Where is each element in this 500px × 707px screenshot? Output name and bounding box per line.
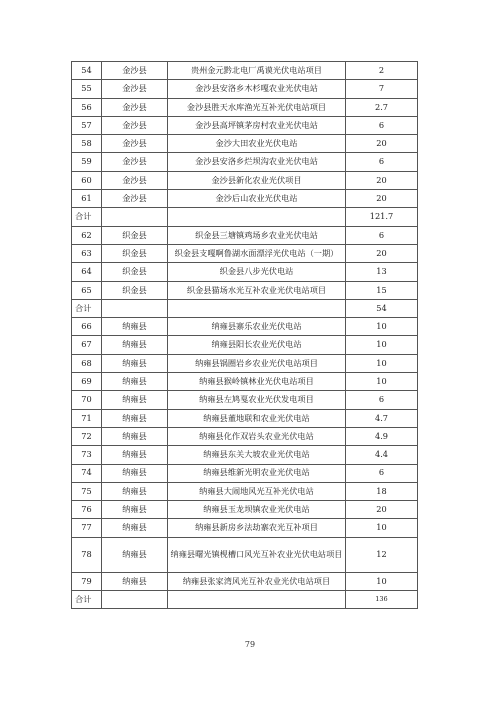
capacity-cell: 121.7 (346, 208, 418, 226)
county-cell: 纳雍县 (102, 572, 168, 590)
capacity-cell: 2.7 (346, 98, 418, 116)
row-number-cell: 71 (72, 409, 102, 427)
row-number-cell: 73 (72, 446, 102, 464)
project-name-cell: 织金县支嘎啊鲁湖水面漂浮光伏电站（一期） (168, 244, 346, 262)
capacity-cell: 10 (346, 354, 418, 372)
project-name-cell: 织金县猫场水光互补农业光伏电站项目 (168, 281, 346, 299)
project-name-cell: 金沙县安洛乡木杉嘎农业光伏电站 (168, 80, 346, 98)
project-name-cell: 金沙县新化农业光伏项目 (168, 171, 346, 189)
row-number-cell: 65 (72, 281, 102, 299)
capacity-cell: 2 (346, 62, 418, 80)
capacity-cell: 6 (346, 153, 418, 171)
row-number-cell: 72 (72, 427, 102, 445)
county-cell: 金沙县 (102, 190, 168, 208)
county-cell: 纳雍县 (102, 391, 168, 409)
subtotal-row (72, 208, 418, 226)
row-number-cell: 70 (72, 391, 102, 409)
project-name-cell: 纳雍县猴岭镇林业光伏电站项目 (168, 373, 346, 391)
capacity-cell: 7 (346, 80, 418, 98)
table-row (72, 153, 418, 171)
capacity-cell: 4.7 (346, 409, 418, 427)
table-row (72, 537, 418, 572)
capacity-cell: 6 (346, 391, 418, 409)
capacity-cell: 10 (346, 373, 418, 391)
table-row (72, 98, 418, 116)
row-number-cell: 76 (72, 501, 102, 519)
county-cell: 纳雍县 (102, 373, 168, 391)
table-row (72, 80, 418, 98)
county-cell: 纳雍县 (102, 427, 168, 445)
table-row (72, 354, 418, 372)
capacity-cell: 20 (346, 135, 418, 153)
county-cell: 金沙县 (102, 98, 168, 116)
table-row (72, 281, 418, 299)
table-row (72, 62, 418, 80)
table-row (72, 446, 418, 464)
row-number-cell: 57 (72, 116, 102, 134)
project-name-cell: 纳雍县维新光明农业光伏电站 (168, 464, 346, 482)
project-name-cell: 纳雍县左鸠戛农业光伏发电项目 (168, 391, 346, 409)
county-cell (102, 299, 168, 317)
row-number-cell: 合计 (72, 208, 102, 226)
county-cell: 织金县 (102, 226, 168, 244)
table-row (72, 409, 418, 427)
project-table (71, 61, 418, 609)
county-cell: 金沙县 (102, 116, 168, 134)
row-number-cell: 62 (72, 226, 102, 244)
table-row (72, 116, 418, 134)
project-name-cell: 纳雍县新房乡法劫寨农光互补项目 (168, 519, 346, 537)
county-cell: 纳雍县 (102, 336, 168, 354)
row-number-cell: 61 (72, 190, 102, 208)
county-cell (102, 591, 168, 609)
row-number-cell: 79 (72, 572, 102, 590)
row-number-cell: 56 (72, 98, 102, 116)
table-row (72, 482, 418, 500)
county-cell: 纳雍县 (102, 537, 168, 572)
capacity-cell: 54 (346, 299, 418, 317)
county-cell: 织金县 (102, 244, 168, 262)
county-cell: 金沙县 (102, 62, 168, 80)
row-number-cell: 63 (72, 244, 102, 262)
project-name-cell: 织金县三塘镇鸡场乡农业光伏电站 (168, 226, 346, 244)
row-number-cell: 75 (72, 482, 102, 500)
capacity-cell: 10 (346, 336, 418, 354)
project-name-cell: 纳雍县阳长农业光伏电站 (168, 336, 346, 354)
county-cell: 金沙县 (102, 171, 168, 189)
county-cell: 金沙县 (102, 135, 168, 153)
row-number-cell: 78 (72, 537, 102, 572)
capacity-cell: 15 (346, 281, 418, 299)
project-name-cell: 纳雍县玉龙坝镇农业光伏电站 (168, 501, 346, 519)
project-name-cell: 金沙大田农业光伏电站 (168, 135, 346, 153)
table-row (72, 263, 418, 281)
table-row (72, 501, 418, 519)
project-name-cell (168, 208, 346, 226)
county-cell: 纳雍县 (102, 354, 168, 372)
project-name-cell: 纳雍县大闹地风光互补光伏电站 (168, 482, 346, 500)
project-name-cell (168, 299, 346, 317)
table-row (72, 572, 418, 590)
capacity-cell: 136 (346, 591, 418, 609)
table-row (72, 244, 418, 262)
capacity-cell: 13 (346, 263, 418, 281)
county-cell (102, 208, 168, 226)
row-number-cell: 合计 (72, 591, 102, 609)
table-row (72, 464, 418, 482)
project-name-cell (168, 591, 346, 609)
county-cell: 纳雍县 (102, 519, 168, 537)
table-row (72, 135, 418, 153)
row-number-cell: 74 (72, 464, 102, 482)
county-cell: 纳雍县 (102, 464, 168, 482)
row-number-cell: 54 (72, 62, 102, 80)
row-number-cell: 64 (72, 263, 102, 281)
county-cell: 纳雍县 (102, 482, 168, 500)
subtotal-row (72, 591, 418, 609)
row-number-cell: 55 (72, 80, 102, 98)
project-name-cell: 金沙县胜天水库渔光互补光伏电站项目 (168, 98, 346, 116)
table-row (72, 226, 418, 244)
capacity-cell: 6 (346, 116, 418, 134)
capacity-cell: 20 (346, 190, 418, 208)
table-row (72, 318, 418, 336)
capacity-cell: 4.9 (346, 427, 418, 445)
county-cell: 织金县 (102, 281, 168, 299)
row-number-cell: 60 (72, 171, 102, 189)
capacity-cell: 10 (346, 572, 418, 590)
row-number-cell: 77 (72, 519, 102, 537)
table-row (72, 336, 418, 354)
capacity-cell: 20 (346, 171, 418, 189)
project-name-cell: 纳雍县化作双岩头农业光伏电站 (168, 427, 346, 445)
row-number-cell: 69 (72, 373, 102, 391)
capacity-cell: 12 (346, 537, 418, 572)
project-name-cell: 纳雍县寨乐农业光伏电站 (168, 318, 346, 336)
project-name-cell: 金沙县安洛乡烂坝沟农业光伏电站 (168, 153, 346, 171)
project-name-cell: 金沙后山农业光伏电站 (168, 190, 346, 208)
capacity-cell: 10 (346, 519, 418, 537)
capacity-cell: 6 (346, 226, 418, 244)
project-name-cell: 金沙县高坪镇茅房村农业光伏电站 (168, 116, 346, 134)
row-number-cell: 58 (72, 135, 102, 153)
table-body (72, 62, 418, 609)
table-row (72, 190, 418, 208)
project-name-cell: 纳雍县曙光镇枧槽口风光互补农业光伏电站项目 (168, 537, 346, 572)
capacity-cell: 20 (346, 244, 418, 262)
table-row (72, 519, 418, 537)
capacity-cell: 4.4 (346, 446, 418, 464)
table-row (72, 391, 418, 409)
county-cell: 纳雍县 (102, 409, 168, 427)
capacity-cell: 6 (346, 464, 418, 482)
project-name-cell: 纳雍县东关大坡农业光伏电站 (168, 446, 346, 464)
row-number-cell: 67 (72, 336, 102, 354)
row-number-cell: 59 (72, 153, 102, 171)
capacity-cell: 20 (346, 501, 418, 519)
county-cell: 纳雍县 (102, 501, 168, 519)
project-name-cell: 纳雍县张家湾风光互补农业光伏电站项目 (168, 572, 346, 590)
county-cell: 纳雍县 (102, 446, 168, 464)
table-row (72, 373, 418, 391)
project-name-cell: 贵州金元黔北电厂禹谟光伏电站项目 (168, 62, 346, 80)
page-number: 79 (244, 640, 256, 649)
capacity-cell: 18 (346, 482, 418, 500)
county-cell: 织金县 (102, 263, 168, 281)
row-number-cell: 合计 (72, 299, 102, 317)
project-name-cell: 织金县八步光伏电站 (168, 263, 346, 281)
table-row (72, 427, 418, 445)
county-cell: 金沙县 (102, 153, 168, 171)
capacity-cell: 10 (346, 318, 418, 336)
subtotal-row (72, 299, 418, 317)
row-number-cell: 66 (72, 318, 102, 336)
county-cell: 金沙县 (102, 80, 168, 98)
row-number-cell: 68 (72, 354, 102, 372)
project-name-cell: 纳雍县董地联和农业光伏电站 (168, 409, 346, 427)
county-cell: 纳雍县 (102, 318, 168, 336)
table-row (72, 171, 418, 189)
project-name-cell: 纳雍县锅圈岩乡农业光伏电站项目 (168, 354, 346, 372)
